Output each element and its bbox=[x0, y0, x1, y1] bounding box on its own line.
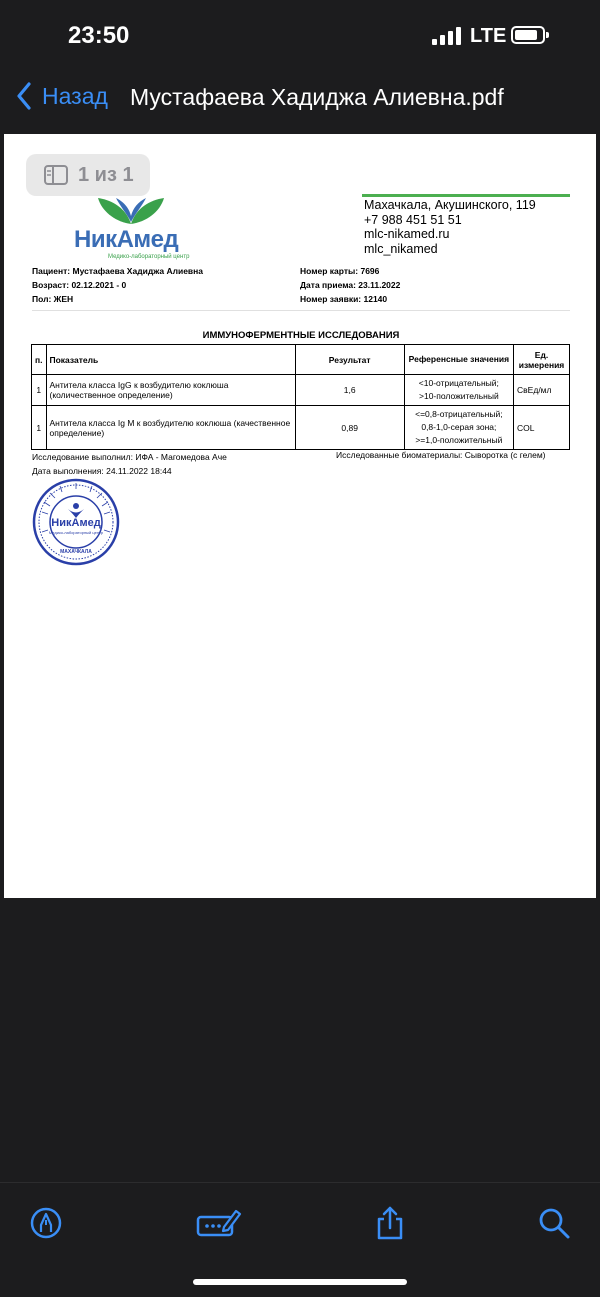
visit-date: Дата приема: 23.11.2022 bbox=[300, 280, 401, 290]
biomaterial: Исследованные биоматериалы: Сыворотка (с гелем) bbox=[336, 450, 546, 460]
signature-icon[interactable] bbox=[196, 1205, 242, 1241]
navigation-bar bbox=[0, 72, 600, 124]
row-number: 1 bbox=[32, 375, 47, 406]
row-reference bbox=[404, 375, 513, 406]
reference-line: <10-отрицательный; bbox=[418, 378, 499, 388]
row-number: 1 bbox=[32, 406, 47, 450]
share-icon[interactable] bbox=[372, 1205, 408, 1241]
clinic-logo bbox=[72, 192, 192, 262]
stamp-name: НикАмед bbox=[51, 517, 101, 529]
contact-website: mlc-nikamed.ru bbox=[364, 227, 450, 241]
patient-sex: Пол: ЖЕН bbox=[32, 294, 74, 304]
document-title: Мустафаева Хадиджа Алиевна.pdf bbox=[130, 84, 504, 110]
footer-left bbox=[32, 450, 227, 478]
leaf-logo-icon bbox=[94, 192, 168, 226]
row-result: 1,6 bbox=[295, 375, 404, 406]
row-reference bbox=[404, 406, 513, 450]
battery-icon bbox=[511, 26, 545, 44]
search-icon[interactable] bbox=[536, 1205, 572, 1241]
status-time: 23:50 bbox=[68, 22, 130, 49]
chevron-left-icon bbox=[16, 82, 32, 110]
header-reference: Референсные значения bbox=[404, 345, 513, 375]
order-info bbox=[300, 264, 400, 306]
contact-phone: +7 988 451 51 51 bbox=[364, 212, 462, 227]
performer: Исследование выполнил: ИФА - Магомедова Аче bbox=[32, 452, 227, 462]
network-type: LTE bbox=[470, 25, 507, 47]
stamp-subtitle: Медико-лабораторный центр bbox=[48, 530, 104, 535]
patient-name: Пациент: Мустафаева Хадиджа Алиевна bbox=[32, 266, 204, 276]
status-bar bbox=[0, 0, 600, 72]
order-number: Номер заявки: 12140 bbox=[300, 294, 388, 304]
header-number: п. bbox=[32, 345, 47, 375]
row-result: 0,89 bbox=[295, 406, 404, 450]
contact-social: mlc_nikamed bbox=[364, 241, 438, 256]
logo-subtitle: Медико-лабораторный центр bbox=[108, 254, 190, 260]
thumbnails-icon bbox=[44, 165, 68, 185]
divider bbox=[32, 310, 570, 311]
clinic-contacts bbox=[364, 198, 536, 256]
reference-line: 0,8-1,0-серая зона; bbox=[421, 422, 497, 432]
page-indicator[interactable] bbox=[26, 154, 150, 196]
card-number: Номер карты: 7696 bbox=[300, 266, 380, 276]
section-title: ИММУНОФЕРМЕНТНЫЕ ИССЛЕДОВАНИЯ bbox=[202, 330, 400, 341]
back-button[interactable] bbox=[16, 82, 108, 110]
home-indicator[interactable] bbox=[193, 1279, 407, 1285]
stamp-city: МАХАЧКАЛА bbox=[60, 549, 92, 555]
back-label: Назад bbox=[42, 82, 108, 109]
patient-info bbox=[32, 264, 203, 306]
reference-line: >=1,0-положительный bbox=[415, 435, 503, 445]
table-header-row bbox=[32, 345, 570, 375]
clinic-stamp-icon bbox=[32, 478, 120, 566]
markup-pen-icon[interactable] bbox=[28, 1205, 64, 1241]
row-parameter: Антитела класса IgG к возбудителю коклюша (количественное определение) bbox=[46, 375, 295, 406]
table-row bbox=[32, 375, 570, 406]
row-unit: COL bbox=[514, 406, 570, 450]
completion-date: Дата выполнения: 24.11.2022 18:44 bbox=[32, 466, 172, 476]
logo-name: НикАмед bbox=[74, 226, 179, 253]
header-parameter: Показатель bbox=[46, 345, 295, 375]
contact-address: Махачкала, Акушинского, 119 bbox=[364, 198, 536, 212]
pdf-page[interactable] bbox=[4, 134, 596, 898]
row-parameter: Антитела класса Ig M к возбудителю коклюша (качественное определение) bbox=[46, 406, 295, 450]
page-indicator-text: 1 из 1 bbox=[78, 163, 134, 186]
header-unit: Ед. измерения bbox=[514, 345, 570, 375]
table-row bbox=[32, 406, 570, 450]
signal-icon bbox=[432, 27, 462, 45]
reference-line: <=0,8-отрицательный; bbox=[415, 409, 503, 419]
row-unit: СвЕд/мл bbox=[514, 375, 570, 406]
header-result: Результат bbox=[295, 345, 404, 375]
header-divider bbox=[362, 194, 570, 197]
patient-age: Возраст: 02.12.2021 - 0 bbox=[32, 280, 127, 290]
reference-line: >10-положительный bbox=[419, 391, 499, 401]
results-table bbox=[31, 344, 570, 450]
